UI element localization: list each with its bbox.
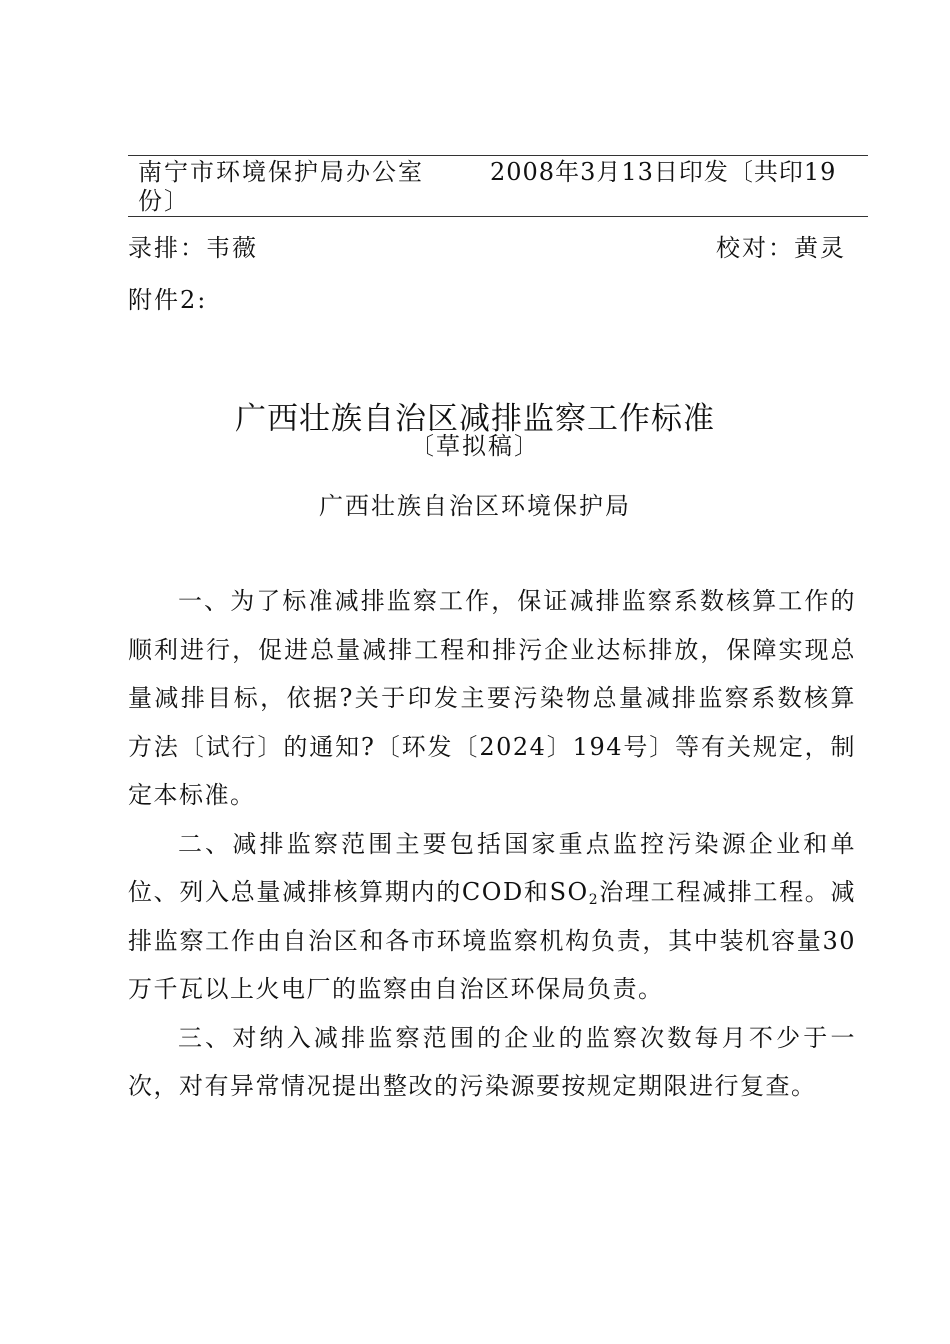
typist-credit: 录排：韦薇 — [128, 234, 258, 262]
draft-note: 〔草拟稿〕 — [410, 432, 540, 460]
issue-info-block — [128, 155, 868, 217]
issue-date: 2008年3月13日印发〔共印19 — [490, 158, 837, 186]
issuer-text: 南宁市环境保护局办公室 — [138, 158, 424, 186]
so2-subscript: 2 — [588, 892, 600, 908]
paragraph-2-text-a: 二、减排监察范围主要包括国家重点监控污染源企业和单位、列入总量减排核算期内的COD和SO — [128, 829, 856, 906]
proofreader-credit: 校对：黄灵 — [716, 234, 846, 262]
issuer-name — [138, 158, 458, 216]
issuer-count-suffix: 份〕 — [138, 187, 190, 215]
paragraph-1: 一、为了标准减排监察工作，保证减排监察系数核算工作的顺利进行，促进总量减排工程和排污企业达标排放，保障实现总量减排目标，依据?关于印发主要污染物总量减排监察系数核算方法〔试行〕的通知?〔环发〔2024〕194号〕等有关规定，制定本标准。 — [128, 587, 856, 809]
paragraph-3: 三、对纳入减排监察范围的企业的监察次数每月不少于一次，对有异常情况提出整改的污染源要按规定期限进行复查。 — [128, 1023, 856, 1100]
document-title: 广西壮族自治区减排监察工作标准 — [235, 400, 715, 437]
paragraph-2-text-b: 治理工程减排工程。减排监察工作由自治区和各市环境监察机构负责，其中装机容量30万千瓦以上火电厂的监察由自治区环保局负责。 — [128, 878, 856, 1003]
attachment-label: 附件2: — [128, 286, 208, 314]
document-body — [128, 577, 856, 1111]
paragraph-2 — [128, 820, 856, 1014]
issuing-organization: 广西壮族自治区环境保护局 — [319, 492, 631, 520]
